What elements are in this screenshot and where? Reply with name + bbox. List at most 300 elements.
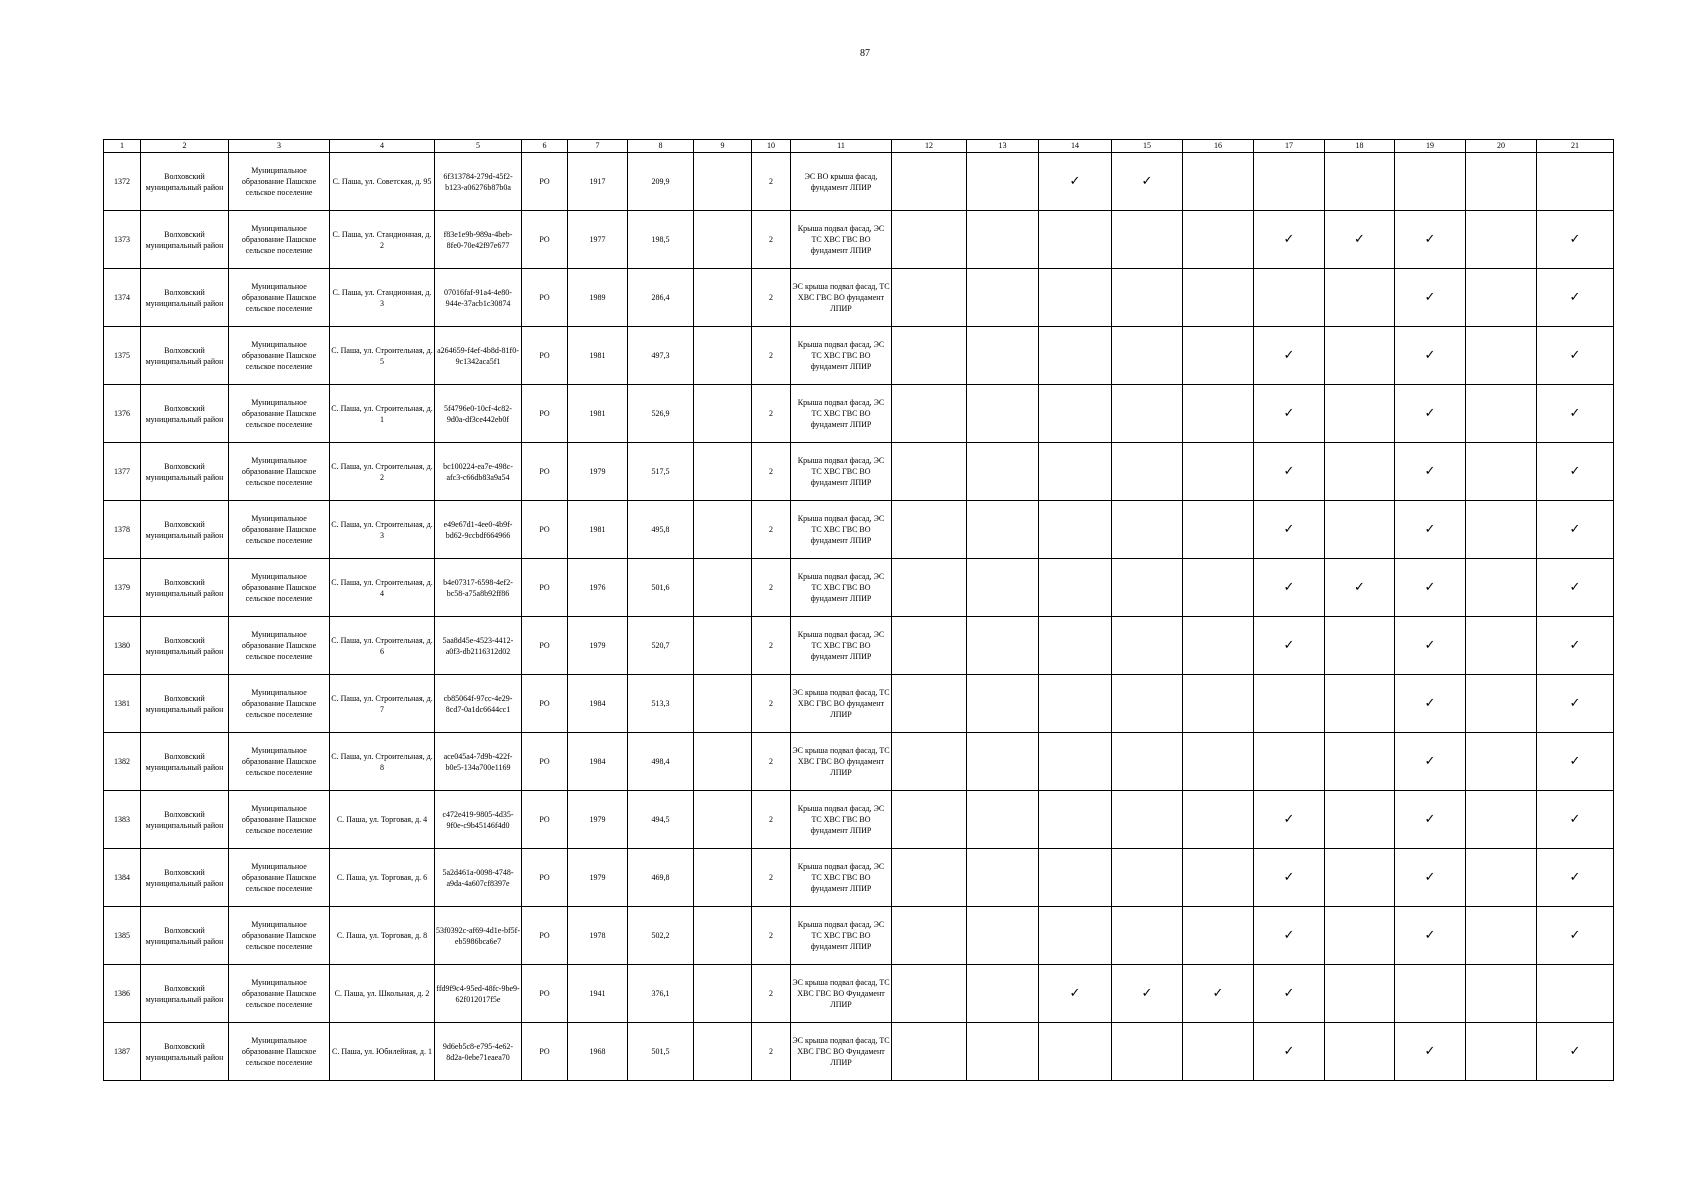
area-cell: 502,2	[628, 907, 694, 965]
check-mark-icon: ✓	[1395, 559, 1466, 617]
empty-cell	[1039, 211, 1112, 269]
check-mark-icon: ✓	[1254, 907, 1325, 965]
check-mark-icon: ✓	[1395, 327, 1466, 385]
check-mark-icon: ✓	[1325, 211, 1395, 269]
guid-cell: e49e67d1-4ee0-4b9f-bd62-9ccbdf664966	[435, 501, 522, 559]
year-cell: 1981	[568, 501, 628, 559]
table-row	[104, 675, 1614, 733]
column-9-cell	[694, 907, 752, 965]
empty-cell	[967, 675, 1039, 733]
empty-cell	[1112, 675, 1183, 733]
empty-cell	[1112, 501, 1183, 559]
year-cell: 1981	[568, 327, 628, 385]
check-mark-icon: ✓	[1395, 1023, 1466, 1081]
column-number: 3	[229, 140, 330, 153]
column-number: 8	[628, 140, 694, 153]
column-10-cell: 2	[752, 559, 791, 617]
row-number: 1373	[104, 211, 141, 269]
check-mark-icon: ✓	[1183, 965, 1254, 1023]
check-mark-icon: ✓	[1112, 965, 1183, 1023]
empty-cell	[1039, 1023, 1112, 1081]
table-row	[104, 153, 1614, 211]
guid-cell: ffd9f9c4-95ed-48fc-9be9-62f012017f5e	[435, 965, 522, 1023]
empty-cell	[1183, 675, 1254, 733]
works-cell: Крыша подвал фасад, ЭС ТС ХВС ГВС ВО фундамент ЛПИР	[791, 443, 892, 501]
empty-cell	[1254, 675, 1325, 733]
check-mark-icon: ✓	[1537, 327, 1614, 385]
empty-cell	[1039, 617, 1112, 675]
works-cell: Крыша подвал фасад, ЭС ТС ХВС ГВС ВО фундамент ЛПИР	[791, 617, 892, 675]
column-number: 15	[1112, 140, 1183, 153]
table-row	[104, 385, 1614, 443]
table-row	[104, 1023, 1614, 1081]
works-cell: ЭС крыша подвал фасад, ТС ХВС ГВС ВО Фундамент ЛПИР	[791, 965, 892, 1023]
check-mark-icon: ✓	[1254, 617, 1325, 675]
empty-cell	[892, 907, 967, 965]
address-cell: С. Паша, ул. Торговая, д. 6	[330, 849, 435, 907]
empty-cell	[1112, 327, 1183, 385]
column-9-cell	[694, 211, 752, 269]
empty-cell	[892, 849, 967, 907]
district-cell: Волховский муниципальный район	[141, 211, 229, 269]
empty-cell	[1325, 965, 1395, 1023]
table-row	[104, 733, 1614, 791]
ownership-form-cell: РО	[522, 153, 568, 211]
empty-cell	[1183, 907, 1254, 965]
check-mark-icon: ✓	[1537, 675, 1614, 733]
column-9-cell	[694, 501, 752, 559]
empty-cell	[1325, 385, 1395, 443]
address-cell: С. Паша, ул. Строительная, д. 1	[330, 385, 435, 443]
area-cell: 526,9	[628, 385, 694, 443]
district-cell: Волховский муниципальный район	[141, 443, 229, 501]
guid-cell: a264659-f4ef-4b8d-81f0-9c1342aca5f1	[435, 327, 522, 385]
empty-cell	[892, 965, 967, 1023]
empty-cell	[1183, 849, 1254, 907]
area-cell: 469,8	[628, 849, 694, 907]
check-mark-icon: ✓	[1395, 501, 1466, 559]
column-number: 4	[330, 140, 435, 153]
ownership-form-cell: РО	[522, 675, 568, 733]
column-number: 13	[967, 140, 1039, 153]
row-number: 1380	[104, 617, 141, 675]
area-cell: 501,5	[628, 1023, 694, 1081]
empty-cell	[892, 559, 967, 617]
row-number: 1382	[104, 733, 141, 791]
column-number: 12	[892, 140, 967, 153]
column-9-cell	[694, 965, 752, 1023]
check-mark-icon: ✓	[1039, 153, 1112, 211]
settlement-cell: Муниципальное образование Пашское сельское поселение	[229, 965, 330, 1023]
column-10-cell: 2	[752, 791, 791, 849]
table-row	[104, 617, 1614, 675]
year-cell: 1976	[568, 559, 628, 617]
empty-cell	[1039, 849, 1112, 907]
column-10-cell: 2	[752, 907, 791, 965]
column-9-cell	[694, 733, 752, 791]
works-cell: Крыша подвал фасад, ЭС ТС ХВС ГВС ВО фундамент ЛПИР	[791, 385, 892, 443]
works-cell: ЭС крыша подвал фасад, ТС ХВС ГВС ВО фундамент ЛПИР	[791, 269, 892, 327]
empty-cell	[892, 617, 967, 675]
column-10-cell: 2	[752, 617, 791, 675]
ownership-form-cell: РО	[522, 1023, 568, 1081]
works-cell: ЭС крыша подвал фасад, ТС ХВС ГВС ВО фундамент ЛПИР	[791, 733, 892, 791]
year-cell: 1977	[568, 211, 628, 269]
row-number: 1383	[104, 791, 141, 849]
address-cell: С. Паша, ул. Строительная, д. 6	[330, 617, 435, 675]
settlement-cell: Муниципальное образование Пашское сельское поселение	[229, 327, 330, 385]
check-mark-icon: ✓	[1537, 501, 1614, 559]
address-cell: С. Паша, ул. Школьная, д. 2	[330, 965, 435, 1023]
empty-cell	[1325, 907, 1395, 965]
area-cell: 376,1	[628, 965, 694, 1023]
table-row	[104, 849, 1614, 907]
guid-cell: ace045a4-7d9b-422f-b0e5-134a700e1169	[435, 733, 522, 791]
works-cell: ЭС крыша подвал фасад, ТС ХВС ГВС ВО Фундамент ЛПИР	[791, 1023, 892, 1081]
works-cell: Крыша подвал фасад, ЭС ТС ХВС ГВС ВО фундамент ЛПИР	[791, 501, 892, 559]
empty-cell	[967, 617, 1039, 675]
column-number: 11	[791, 140, 892, 153]
year-cell: 1984	[568, 733, 628, 791]
column-10-cell: 2	[752, 385, 791, 443]
empty-cell	[1039, 501, 1112, 559]
column-number: 5	[435, 140, 522, 153]
guid-cell: 6f313784-279d-45f2-b123-a06276b87b0a	[435, 153, 522, 211]
district-cell: Волховский муниципальный район	[141, 385, 229, 443]
empty-cell	[1466, 443, 1537, 501]
empty-cell	[1395, 153, 1466, 211]
column-9-cell	[694, 849, 752, 907]
year-cell: 1979	[568, 443, 628, 501]
address-cell: С. Паша, ул. Строительная, д. 5	[330, 327, 435, 385]
table-row	[104, 791, 1614, 849]
area-cell: 517,5	[628, 443, 694, 501]
empty-cell	[1325, 791, 1395, 849]
district-cell: Волховский муниципальный район	[141, 791, 229, 849]
empty-cell	[1537, 965, 1614, 1023]
settlement-cell: Муниципальное образование Пашское сельское поселение	[229, 153, 330, 211]
address-cell: С. Паша, ул. Торговая, д. 8	[330, 907, 435, 965]
empty-cell	[1325, 501, 1395, 559]
check-mark-icon: ✓	[1537, 791, 1614, 849]
empty-cell	[967, 791, 1039, 849]
check-mark-icon: ✓	[1254, 791, 1325, 849]
column-10-cell: 2	[752, 211, 791, 269]
check-mark-icon: ✓	[1254, 965, 1325, 1023]
ownership-form-cell: РО	[522, 791, 568, 849]
guid-cell: 5aa8d45e-4523-4412-a0f3-db2116312d02	[435, 617, 522, 675]
ownership-form-cell: РО	[522, 559, 568, 617]
check-mark-icon: ✓	[1537, 617, 1614, 675]
ownership-form-cell: РО	[522, 501, 568, 559]
empty-cell	[1039, 791, 1112, 849]
year-cell: 1981	[568, 385, 628, 443]
works-cell: Крыша подвал фасад, ЭС ТС ХВС ГВС ВО фундамент ЛПИР	[791, 907, 892, 965]
column-number: 1	[104, 140, 141, 153]
table-row	[104, 211, 1614, 269]
column-number: 6	[522, 140, 568, 153]
guid-cell: cb85064f-97cc-4e29-8cd7-0a1dc6644cc1	[435, 675, 522, 733]
empty-cell	[1325, 617, 1395, 675]
ownership-form-cell: РО	[522, 327, 568, 385]
empty-cell	[1466, 501, 1537, 559]
row-number: 1376	[104, 385, 141, 443]
year-cell: 1979	[568, 617, 628, 675]
guid-cell: c472e419-9805-4d35-9f0e-c9b45146f4d0	[435, 791, 522, 849]
empty-cell	[1112, 559, 1183, 617]
check-mark-icon: ✓	[1254, 849, 1325, 907]
check-mark-icon: ✓	[1537, 443, 1614, 501]
check-mark-icon: ✓	[1254, 211, 1325, 269]
ownership-form-cell: РО	[522, 965, 568, 1023]
address-cell: С. Паша, ул. Строительная, д. 2	[330, 443, 435, 501]
guid-cell: b4e07317-6598-4ef2-bc58-a75a8b92ff86	[435, 559, 522, 617]
column-number: 20	[1466, 140, 1537, 153]
empty-cell	[967, 1023, 1039, 1081]
empty-cell	[1325, 675, 1395, 733]
check-mark-icon: ✓	[1039, 965, 1112, 1023]
empty-cell	[1112, 211, 1183, 269]
address-cell: С. Паша, ул. Торговая, д. 4	[330, 791, 435, 849]
ownership-form-cell: РО	[522, 443, 568, 501]
empty-cell	[1112, 907, 1183, 965]
column-9-cell	[694, 559, 752, 617]
empty-cell	[892, 443, 967, 501]
row-number: 1374	[104, 269, 141, 327]
empty-cell	[1183, 385, 1254, 443]
table-row	[104, 907, 1614, 965]
district-cell: Волховский муниципальный район	[141, 1023, 229, 1081]
works-cell: Крыша подвал фасад, ЭС ТС ХВС ГВС ВО фундамент ЛПИР	[791, 211, 892, 269]
check-mark-icon: ✓	[1395, 791, 1466, 849]
guid-cell: 5f4796e0-10cf-4c82-9d0a-df3ce442eb0f	[435, 385, 522, 443]
column-10-cell: 2	[752, 443, 791, 501]
check-mark-icon: ✓	[1395, 849, 1466, 907]
district-cell: Волховский муниципальный район	[141, 675, 229, 733]
ownership-form-cell: РО	[522, 907, 568, 965]
address-cell: С. Паша, ул. Строительная, д. 4	[330, 559, 435, 617]
row-number: 1385	[104, 907, 141, 965]
empty-cell	[1466, 327, 1537, 385]
empty-cell	[1039, 733, 1112, 791]
year-cell: 1979	[568, 791, 628, 849]
settlement-cell: Муниципальное образование Пашское сельское поселение	[229, 733, 330, 791]
empty-cell	[1039, 385, 1112, 443]
table-body	[104, 140, 1614, 1081]
guid-cell: bc100224-ea7e-498c-afc3-c66db83a9a54	[435, 443, 522, 501]
settlement-cell: Муниципальное образование Пашское сельское поселение	[229, 385, 330, 443]
empty-cell	[1466, 791, 1537, 849]
empty-cell	[1325, 153, 1395, 211]
row-number: 1372	[104, 153, 141, 211]
column-number: 16	[1183, 140, 1254, 153]
check-mark-icon: ✓	[1395, 443, 1466, 501]
ownership-form-cell: РО	[522, 733, 568, 791]
empty-cell	[1325, 327, 1395, 385]
check-mark-icon: ✓	[1395, 733, 1466, 791]
empty-cell	[892, 153, 967, 211]
column-number: 18	[1325, 140, 1395, 153]
settlement-cell: Муниципальное образование Пашское сельское поселение	[229, 791, 330, 849]
year-cell: 1984	[568, 675, 628, 733]
column-10-cell: 2	[752, 675, 791, 733]
empty-cell	[967, 907, 1039, 965]
ownership-form-cell: РО	[522, 617, 568, 675]
empty-cell	[1183, 733, 1254, 791]
column-number: 19	[1395, 140, 1466, 153]
district-cell: Волховский муниципальный район	[141, 559, 229, 617]
address-cell: С. Паша, ул. Строительная, д. 7	[330, 675, 435, 733]
empty-cell	[967, 733, 1039, 791]
area-cell: 286,4	[628, 269, 694, 327]
empty-cell	[967, 443, 1039, 501]
empty-cell	[892, 327, 967, 385]
empty-cell	[1466, 1023, 1537, 1081]
column-9-cell	[694, 791, 752, 849]
empty-cell	[1112, 849, 1183, 907]
column-10-cell: 2	[752, 733, 791, 791]
district-cell: Волховский муниципальный район	[141, 617, 229, 675]
year-cell: 1978	[568, 907, 628, 965]
settlement-cell: Муниципальное образование Пашское сельское поселение	[229, 675, 330, 733]
area-cell: 495,8	[628, 501, 694, 559]
district-cell: Волховский муниципальный район	[141, 269, 229, 327]
year-cell: 1917	[568, 153, 628, 211]
check-mark-icon: ✓	[1537, 385, 1614, 443]
empty-cell	[1325, 269, 1395, 327]
check-mark-icon: ✓	[1254, 385, 1325, 443]
works-cell: Крыша подвал фасад, ЭС ТС ХВС ГВС ВО фундамент ЛПИР	[791, 849, 892, 907]
table-row	[104, 965, 1614, 1023]
guid-cell: 5a2d461a-0098-4748-a9da-4a607cf8397e	[435, 849, 522, 907]
empty-cell	[967, 965, 1039, 1023]
empty-cell	[892, 211, 967, 269]
empty-cell	[1466, 211, 1537, 269]
empty-cell	[967, 849, 1039, 907]
empty-cell	[1183, 1023, 1254, 1081]
check-mark-icon: ✓	[1112, 153, 1183, 211]
district-cell: Волховский муниципальный район	[141, 501, 229, 559]
address-cell: С. Паша, ул. Советская, д. 95	[330, 153, 435, 211]
settlement-cell: Муниципальное образование Пашское сельское поселение	[229, 617, 330, 675]
empty-cell	[1112, 385, 1183, 443]
empty-cell	[1537, 153, 1614, 211]
empty-cell	[967, 327, 1039, 385]
works-cell: Крыша подвал фасад, ЭС ТС ХВС ГВС ВО фундамент ЛПИР	[791, 791, 892, 849]
check-mark-icon: ✓	[1395, 211, 1466, 269]
column-9-cell	[694, 269, 752, 327]
empty-cell	[1466, 675, 1537, 733]
empty-cell	[1112, 1023, 1183, 1081]
guid-cell: 9d6eb5c8-e795-4e62-8d2a-0ebe71eaea70	[435, 1023, 522, 1081]
check-mark-icon: ✓	[1254, 501, 1325, 559]
settlement-cell: Муниципальное образование Пашское сельское поселение	[229, 849, 330, 907]
settlement-cell: Муниципальное образование Пашское сельское поселение	[229, 501, 330, 559]
empty-cell	[1466, 733, 1537, 791]
table-row	[104, 501, 1614, 559]
empty-cell	[892, 385, 967, 443]
settlement-cell: Муниципальное образование Пашское сельское поселение	[229, 443, 330, 501]
area-cell: 501,6	[628, 559, 694, 617]
check-mark-icon: ✓	[1395, 385, 1466, 443]
settlement-cell: Муниципальное образование Пашское сельское поселение	[229, 269, 330, 327]
column-9-cell	[694, 153, 752, 211]
empty-cell	[1466, 907, 1537, 965]
table-row	[104, 327, 1614, 385]
empty-cell	[1112, 733, 1183, 791]
area-cell: 513,3	[628, 675, 694, 733]
column-10-cell: 2	[752, 965, 791, 1023]
area-cell: 494,5	[628, 791, 694, 849]
empty-cell	[1325, 733, 1395, 791]
district-cell: Волховский муниципальный район	[141, 907, 229, 965]
row-number: 1386	[104, 965, 141, 1023]
check-mark-icon: ✓	[1254, 559, 1325, 617]
check-mark-icon: ✓	[1537, 269, 1614, 327]
column-number: 10	[752, 140, 791, 153]
column-10-cell: 2	[752, 849, 791, 907]
column-number: 9	[694, 140, 752, 153]
empty-cell	[967, 559, 1039, 617]
row-number: 1378	[104, 501, 141, 559]
empty-cell	[1325, 849, 1395, 907]
empty-cell	[892, 269, 967, 327]
settlement-cell: Муниципальное образование Пашское сельское поселение	[229, 211, 330, 269]
district-cell: Волховский муниципальный район	[141, 849, 229, 907]
guid-cell: 53f0392c-af69-4d1e-bf5f-eb5986bca6e7	[435, 907, 522, 965]
empty-cell	[1466, 617, 1537, 675]
empty-cell	[1254, 269, 1325, 327]
check-mark-icon: ✓	[1254, 1023, 1325, 1081]
empty-cell	[892, 733, 967, 791]
empty-cell	[1466, 153, 1537, 211]
works-cell: ЭС ВО крыша фасад, фундамент ЛПИР	[791, 153, 892, 211]
column-10-cell: 2	[752, 153, 791, 211]
empty-cell	[1112, 443, 1183, 501]
area-cell: 198,5	[628, 211, 694, 269]
check-mark-icon: ✓	[1537, 733, 1614, 791]
year-cell: 1941	[568, 965, 628, 1023]
table-row	[104, 559, 1614, 617]
empty-cell	[1254, 733, 1325, 791]
column-10-cell: 2	[752, 269, 791, 327]
empty-cell	[892, 791, 967, 849]
address-cell: С. Паша, ул. Строительная, д. 3	[330, 501, 435, 559]
check-mark-icon: ✓	[1395, 269, 1466, 327]
empty-cell	[1466, 849, 1537, 907]
empty-cell	[1325, 443, 1395, 501]
check-mark-icon: ✓	[1395, 617, 1466, 675]
table-row	[104, 443, 1614, 501]
guid-cell: 07016faf-91a4-4e80-944e-37acb1c30874	[435, 269, 522, 327]
area-cell: 497,3	[628, 327, 694, 385]
buildings-table	[103, 139, 1614, 1081]
district-cell: Волховский муниципальный район	[141, 733, 229, 791]
row-number: 1384	[104, 849, 141, 907]
check-mark-icon: ✓	[1254, 327, 1325, 385]
empty-cell	[1039, 675, 1112, 733]
empty-cell	[1183, 501, 1254, 559]
check-mark-icon: ✓	[1537, 559, 1614, 617]
empty-cell	[1183, 269, 1254, 327]
works-cell: Крыша подвал фасад, ЭС ТС ХВС ГВС ВО фундамент ЛПИР	[791, 327, 892, 385]
column-9-cell	[694, 327, 752, 385]
column-number: 17	[1254, 140, 1325, 153]
ownership-form-cell: РО	[522, 849, 568, 907]
check-mark-icon: ✓	[1254, 443, 1325, 501]
empty-cell	[967, 211, 1039, 269]
column-number: 21	[1537, 140, 1614, 153]
